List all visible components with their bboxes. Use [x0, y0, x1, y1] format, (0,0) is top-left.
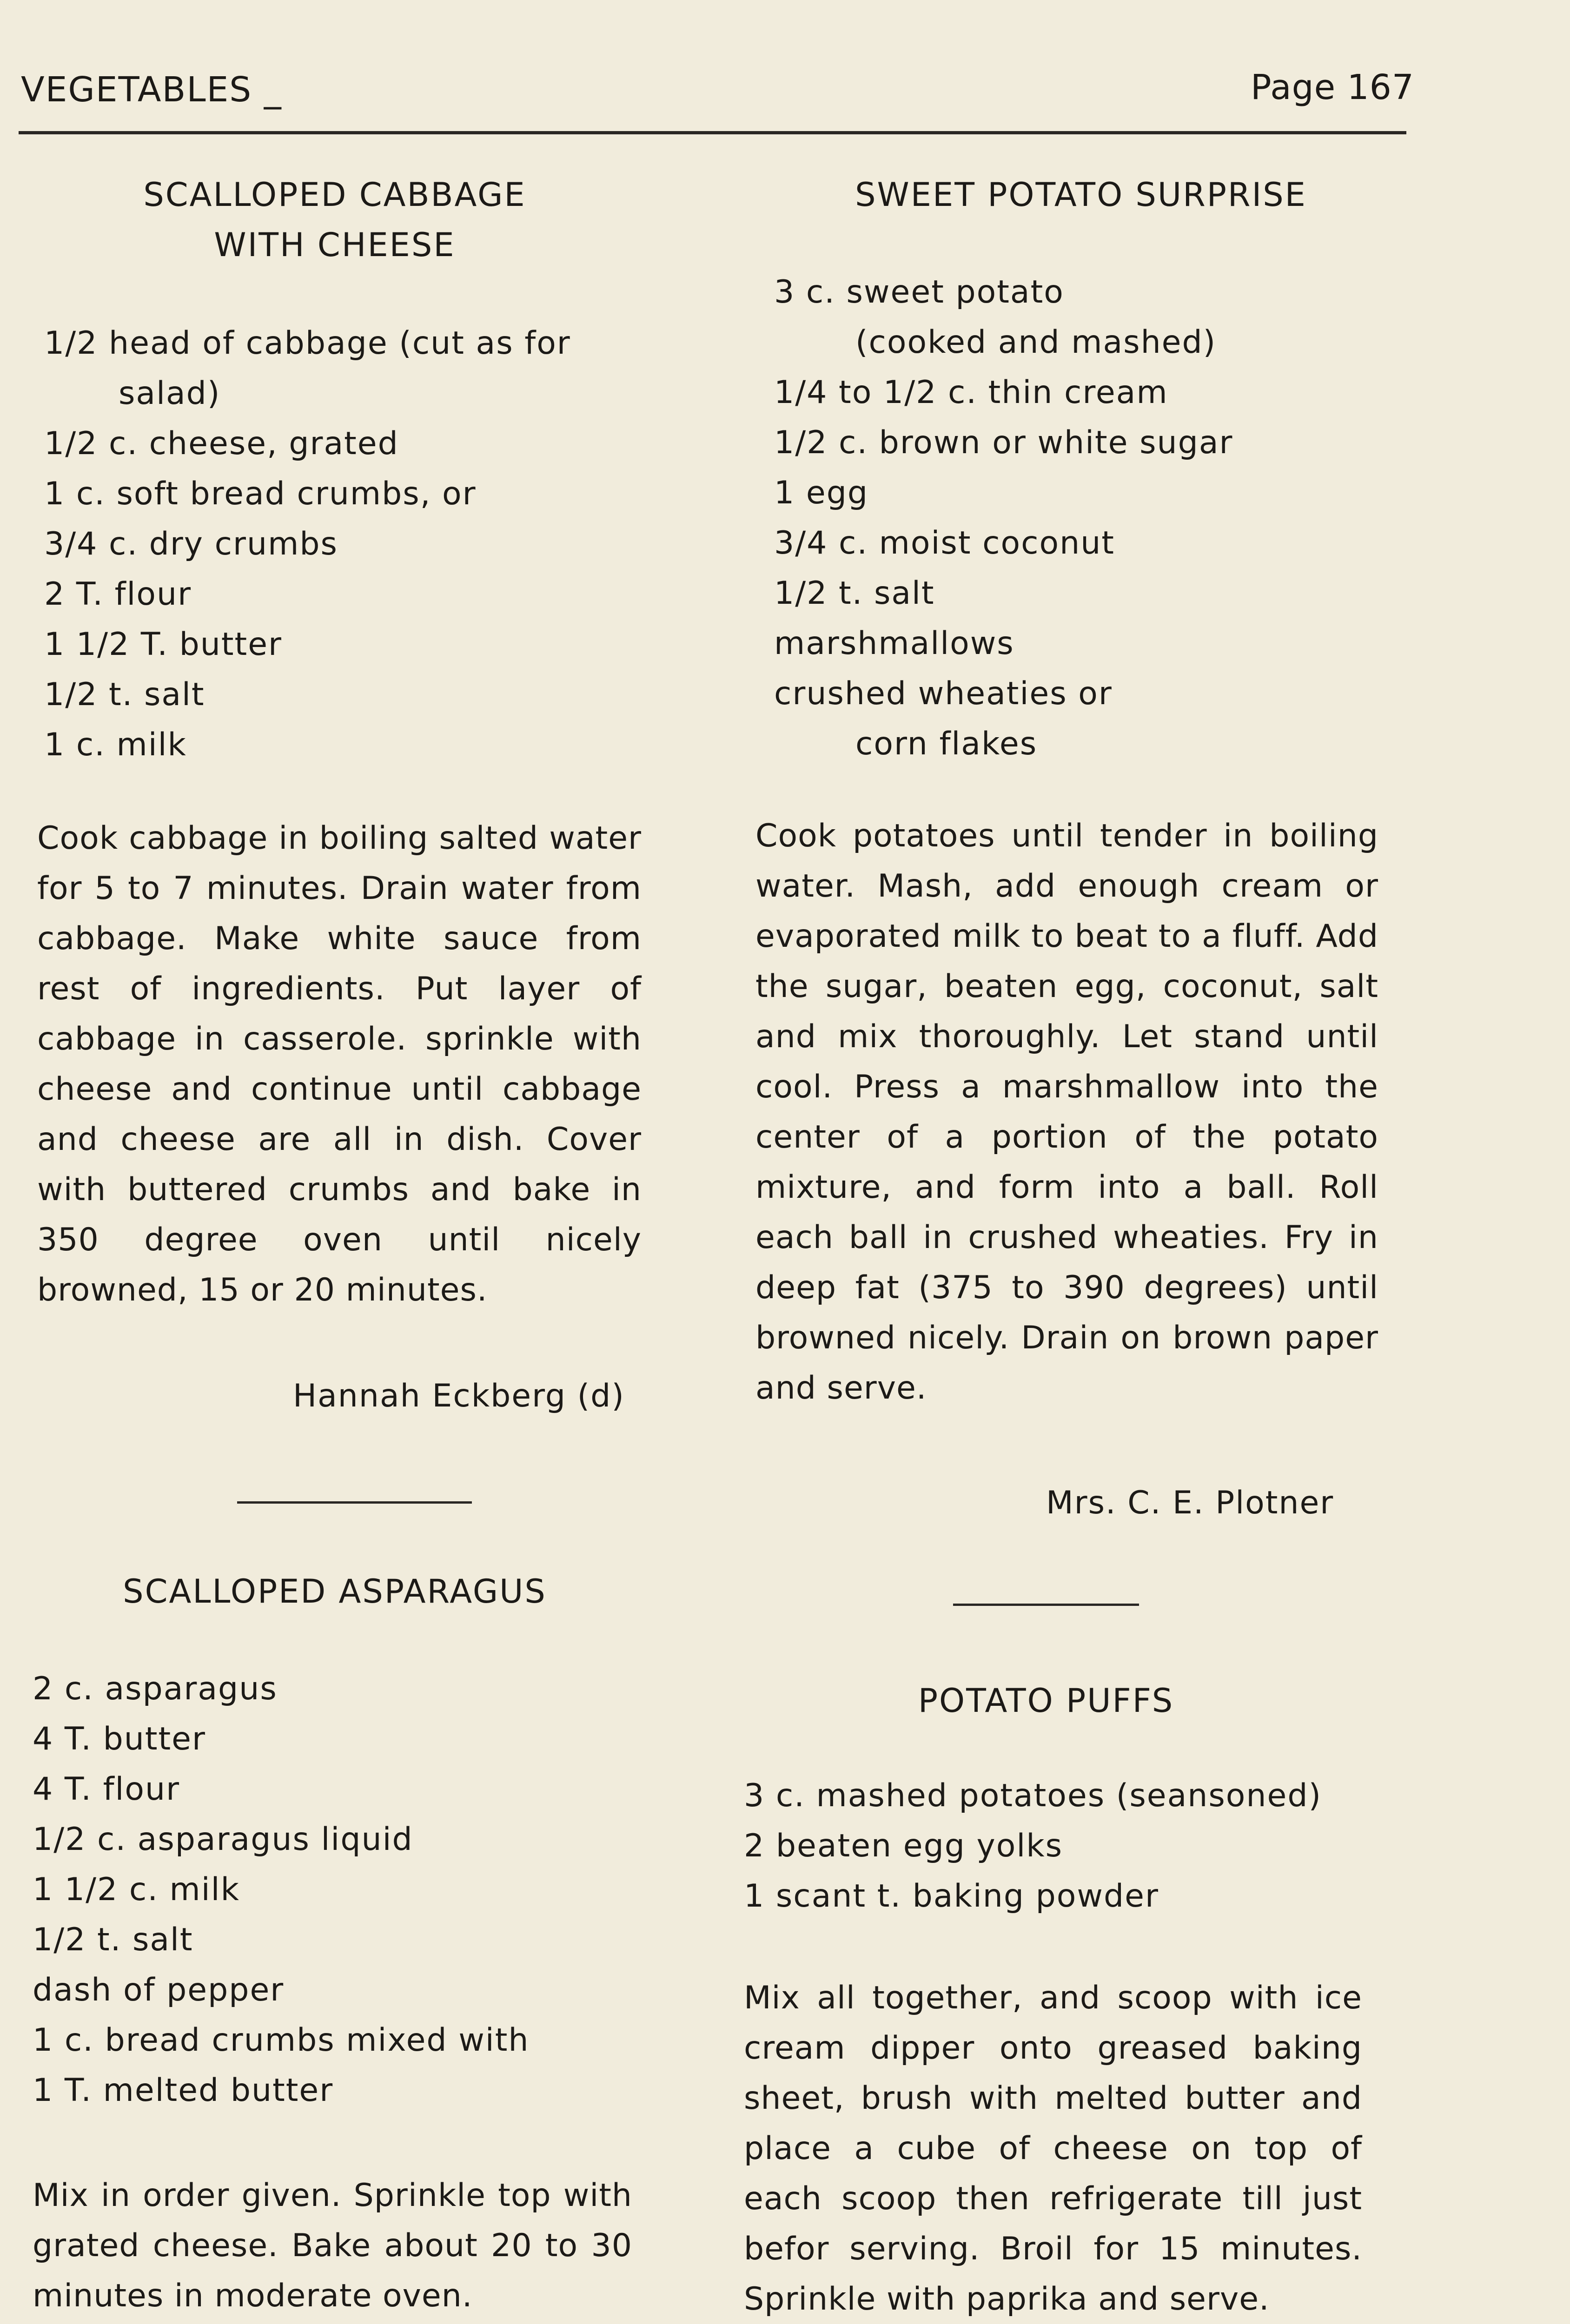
recipe-directions: Cook potatoes until tender in boiling water. Mash, add enough cream or evaporated milk to beat to a fluff. Add the sugar, beaten egg, coconut, salt and mix thoroughly. Let stand until cool. Press a marshmallow into the center of a portion of the potato mixture, and form into a ball. Roll each ball in crushed wheaties. Fry in deep fat (375 to 390 degrees) until browned nicely. Drain on brown paper and serve.	[755, 818, 1378, 1406]
recipe-directions: Cook cabbage in boiling salted water for 5 to 7 minutes. Drain water from cabbage. Make white sauce from rest of ingredients. Put layer of cabbage in casserole. sprinkle with cheese and continue until cabbage and cheese are all in dish. Cover with buttered crumbs and bake in 350 degree oven until nicely browned, 15 or 20 minutes.	[37, 820, 642, 1308]
recipe-title-line2: WITH CHEESE	[214, 226, 456, 264]
ingredient: 1 T. melted butter	[33, 2072, 334, 2109]
ingredient: 3/4 c. dry crumbs	[44, 526, 338, 562]
section-header: VEGETABLES _	[21, 70, 282, 110]
ingredient: 1 c. bread crumbs mixed with	[33, 2022, 530, 2059]
ingredient: 2 c. asparagus	[33, 1670, 278, 1707]
ingredient: 1 c. soft bread crumbs, or	[44, 475, 477, 512]
ingredient: 1/2 head of cabbage (cut as for	[44, 325, 571, 362]
ingredient: (cooked and mashed)	[855, 324, 1217, 361]
ingredient: 1 1/2 T. butter	[44, 626, 283, 663]
ingredient: 3 c. mashed potatoes (seansoned)	[744, 1777, 1322, 1814]
recipe-directions: Mix all together, and scoop with ice cream dipper onto greased baking sheet, brush with melted butter and place a cube of cheese on top of each scoop then refrigerate till just befor serving. Broil for 15 minutes. Sprinkle with paprika and serve.	[744, 1980, 1362, 2317]
ingredient: 4 T. flour	[33, 1771, 180, 1808]
ingredient: 2 T. flour	[44, 576, 192, 613]
recipe-title: SCALLOPED ASPARAGUS	[123, 1572, 547, 1611]
ingredient: corn flakes	[855, 726, 1038, 762]
ingredient: 3 c. sweet potato	[774, 274, 1064, 310]
ingredient-list	[774, 267, 1425, 769]
recipe-directions: Mix in order given. Sprinkle top with grated cheese. Bake about 20 to 30 minutes in moderate oven.	[33, 2177, 632, 2314]
ingredient: 1/2 t. salt	[774, 575, 935, 612]
ingredient: 1/2 c. brown or white sugar	[774, 424, 1233, 461]
ingredient: 1 scant t. baking powder	[744, 1878, 1159, 1915]
ingredient-list	[33, 1664, 637, 2116]
recipe-author: Mrs. C. E. Plotner	[1046, 1485, 1334, 1521]
ingredient: salad)	[119, 375, 221, 412]
ingredient: marshmallows	[774, 625, 1014, 662]
recipe-title: SCALLOPED CABBAGE	[143, 176, 526, 214]
ingredient: 2 beaten egg yolks	[744, 1828, 1063, 1864]
ingredient: dash of pepper	[33, 1972, 285, 2008]
ingredient: crushed wheaties or	[774, 675, 1113, 712]
ingredient: 1/2 c. cheese, grated	[44, 425, 399, 462]
header-rule	[19, 131, 1406, 134]
ingredient: 1 c. milk	[44, 726, 187, 763]
ingredient: 1/2 t. salt	[44, 676, 205, 713]
page-number: Page 167	[1251, 67, 1414, 107]
recipe-divider	[237, 1501, 472, 1504]
ingredient: 1/2 c. asparagus liquid	[33, 1821, 413, 1858]
recipe-scalloped-cabbage	[35, 170, 635, 270]
recipe-title: POTATO PUFFS	[918, 1682, 1174, 1720]
recipe-divider	[953, 1604, 1139, 1606]
ingredient: 1/4 to 1/2 c. thin cream	[774, 374, 1168, 411]
recipe-author: Hannah Eckberg (d)	[293, 1378, 625, 1414]
ingredient-list	[744, 1771, 1395, 1921]
ingredient: 1/2 t. salt	[33, 1921, 193, 1958]
ingredient-list	[44, 318, 644, 770]
ingredient: 3/4 c. moist coconut	[774, 525, 1115, 561]
ingredient: 4 T. butter	[33, 1721, 206, 1757]
ingredient: 1 egg	[774, 475, 869, 511]
ingredient: 1 1/2 c. milk	[33, 1871, 240, 1908]
recipe-title: SWEET POTATO SURPRISE	[855, 176, 1307, 214]
